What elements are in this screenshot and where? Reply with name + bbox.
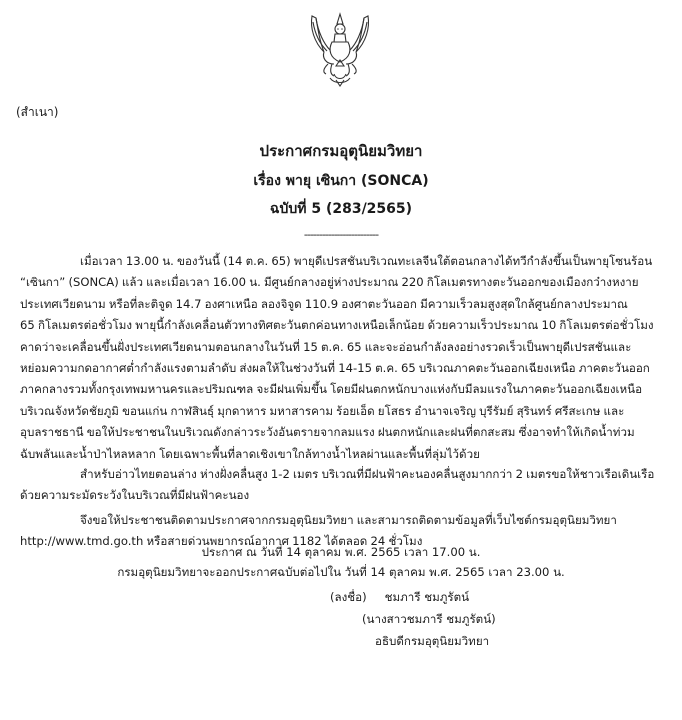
paragraph-gulf-warning	[20, 464, 660, 507]
signatory-position: อธิบดีกรมอุตุนิยมวิทยา	[375, 634, 490, 648]
page-title: ประกาศกรมอุตุนิยมวิทยา	[259, 142, 423, 160]
text-line: จึงขอให้ประชาชนติดตามประกาศจากกรมอุตุนิยมวิทยา และสามารถติดตามข้อมูลที่เว็บไซต์กรมอุตุนิยมวิทยา	[80, 513, 617, 527]
text-line: อุบลราชธานี ขอให้ประชาชนในบริเวณดังกล่าวระวังอันตรายจากลมแรง ฝนตกหนักและฝนที่ตกสะสม ซึ่งอาจทำให้เกิดน้ำท่วม	[20, 425, 635, 440]
signature-line	[330, 588, 469, 606]
text-line: คาดว่าจะเคลื่อนขึ้นฝั่งประเทศเวียดนามตอนกลางในวันที่ 15 ต.ค. 65 และจะอ่อนกำลังลงอย่างรวดเร็วเป็นพายุดีเปรสชันและ	[20, 339, 632, 354]
text-line: ด้วยความระมัดระวังในบริเวณที่มีฝนฟ้าคะนอง	[20, 488, 250, 503]
next-issue-note: กรมอุตุนิยมวิทยาจะออกประกาศฉบับต่อไปใน วันที่ 14 ตุลาคม พ.ศ. 2565 เวลา 23.00 น.	[117, 565, 565, 579]
garuda-emblem-icon	[300, 8, 380, 88]
announcement-date: ประกาศ ณ วันที่ 14 ตุลาคม พ.ศ. 2565 เวลา 17.00 น.	[201, 545, 481, 559]
text-line: “เซินกา” (SONCA) แล้ว และเมื่อเวลา 16.00 น. มีศูนย์กลางอยู่ห่างประมาณ 220 กิโลเมตรทางตะวันออกของเมืองกว๋างหงาย	[20, 275, 639, 290]
text-line: ประเทศเวียดนาม หรือที่ละติจูด 14.7 องศาเหนือ ลองจิจูด 110.9 องศาตะวันออก มีความเร็วลมสูงสุดใกล้ศูนย์กลางประมาณ	[20, 296, 628, 311]
text-line: บริเวณจังหวัดชัยภูมิ ขอนแก่น กาฬสินธุ์ มุกดาหาร มหาสารคาม ร้อยเอ็ด ยโสธร อำนาจเจริญ บุรีรัมย์ สุรินทร์ ศรีสะเกษ และ	[20, 403, 625, 418]
subject-line: เรื่อง พายุ เซินกา (SONCA)	[253, 173, 429, 189]
text-line: http://www.tmd.go.th หรือสายด่วนพยากรณ์อากาศ 1182 ได้ตลอด 24 ชั่วโมง	[20, 534, 423, 549]
signed-label: (ลงชื่อ)	[330, 590, 367, 604]
paragraph-storm-details	[20, 251, 660, 465]
issue-number: ฉบับที่ 5 (283/2565)	[269, 201, 413, 217]
text-line: ภาคกลางรวมทั้งกรุงเทพมหานครและปริมณฑล จะมีฝนเพิ่มขึ้น โดยมีฝนตกหนักบางแห่งกับมีลมแรงในภาคตะวันออกเฉียงเหนือ	[20, 382, 643, 397]
text-line: สำหรับอ่าวไทยตอนล่าง ห่างฝั่งคลื่นสูง 1-2 เมตร บริเวณที่มีฝนฟ้าคะนองคลื่นสูงมากกว่า 2 เมตรขอให้ชาวเรือเดินเรือ	[80, 467, 655, 481]
divider: -------------------------	[303, 228, 379, 241]
text-line: หย่อมความกดอากาศต่ำกำลังแรงตามลำดับ ส่งผลให้ในช่วงวันที่ 14-15 ต.ค. 65 บริเวณภาคตะวันออกเฉียงเหนือ ภาคตะวันออก	[20, 361, 650, 376]
copy-label: (สำเนา)	[16, 105, 59, 119]
signed-name: ชมภารี ชมภูรัตน์	[384, 590, 470, 604]
text-line: 65 กิโลเมตรต่อชั่วโมง พายุนี้กำลังเคลื่อนตัวทางทิศตะวันตกค่อนทางเหนือเล็กน้อย ด้วยความเร็วประมาณ 10 กิโลเมตรต่อชั่วโมง	[20, 318, 654, 333]
signatory-full-name: (นางสาวชมภารี ชมภูรัตน์)	[362, 612, 496, 626]
text-line: ฉับพลันและน้ำป่าไหลหลาก โดยเฉพาะพื้นที่ลาดเชิงเขาใกล้ทางน้ำไหลผ่านและพื้นที่ลุ่มไว้ด้วย	[20, 446, 480, 461]
text-line: เมื่อเวลา 13.00 น. ของวันนี้ (14 ต.ค. 65) พายุดีเปรสชันบริเวณทะเลจีนใต้ตอนกลางได้ทวีกำลังขึ้นเป็นพายุโซนร้อน	[80, 254, 653, 268]
